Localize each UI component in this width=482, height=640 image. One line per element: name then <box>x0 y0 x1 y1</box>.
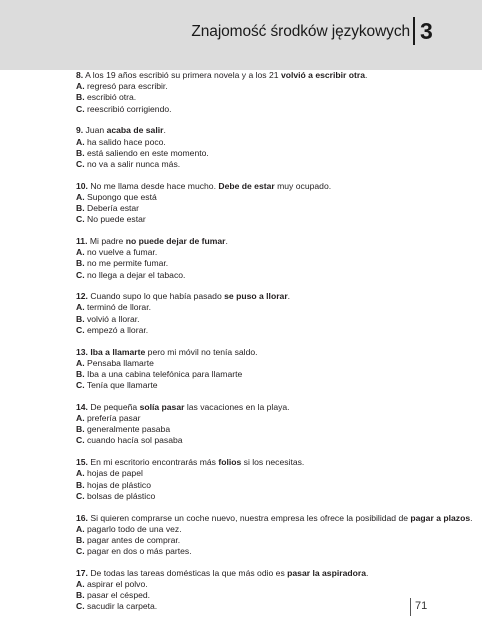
question-text-end: . <box>163 125 166 136</box>
question-item <box>76 181 456 226</box>
highlighted-phrase: acaba de salir <box>106 125 164 136</box>
option-letter: C. <box>76 269 85 280</box>
answer-option <box>76 148 456 159</box>
option-text: aspirar el polvo. <box>84 579 148 590</box>
question-item <box>76 568 456 613</box>
answer-option <box>76 302 456 313</box>
option-text: no va a salir nunca más. <box>84 158 181 169</box>
option-letter: B. <box>76 479 85 490</box>
option-letter: B. <box>76 258 85 269</box>
question-text-end: . <box>470 512 473 523</box>
option-text: pagarlo todo de una vez. <box>84 523 182 534</box>
page-header <box>0 0 482 70</box>
question-number: 12. <box>76 291 88 302</box>
header-divider <box>413 17 415 45</box>
question-item <box>76 125 456 170</box>
question-number: 17. <box>76 567 88 578</box>
question-item <box>76 402 456 447</box>
footer-divider <box>410 598 411 616</box>
option-text: sacudir la carpeta. <box>84 601 158 612</box>
question-text: A los 19 años escribió su primera novela y a los 21 <box>83 70 281 80</box>
question-text-end: pero mi móvil no tenía saldo. <box>145 346 258 357</box>
option-text: ha salido hace poco. <box>84 136 166 147</box>
option-letter: C. <box>76 324 85 335</box>
highlighted-phrase: pasar la aspiradora <box>287 567 366 578</box>
question-stem <box>76 125 456 136</box>
answer-option <box>76 314 456 325</box>
question-stem <box>76 512 473 524</box>
answer-option <box>76 535 456 546</box>
option-letter: A. <box>76 413 85 424</box>
question-number: 9. <box>76 125 84 136</box>
answer-option <box>76 203 456 214</box>
option-letter: B. <box>76 203 85 214</box>
answer-option <box>76 435 456 446</box>
answer-option <box>76 413 456 424</box>
option-letter: A. <box>76 247 85 258</box>
option-text: no me permite fumar. <box>84 258 169 269</box>
option-letter: C. <box>76 380 85 391</box>
option-text: prefería pasar <box>84 413 141 424</box>
question-stem <box>76 568 456 579</box>
option-text: escribió otra. <box>84 92 137 103</box>
option-letter: B. <box>76 590 85 601</box>
answer-option <box>76 92 456 103</box>
highlighted-phrase: se puso a llorar <box>224 291 288 302</box>
question-text: En mi escritorio encontrarás más <box>87 457 219 468</box>
answer-option <box>76 424 456 435</box>
option-letter: C. <box>76 601 85 612</box>
option-text: está saliendo en este momento. <box>84 147 209 158</box>
question-stem <box>76 291 456 302</box>
highlighted-phrase: Debe de estar <box>218 180 275 191</box>
answer-option <box>76 358 456 369</box>
question-stem <box>76 181 456 192</box>
question-item <box>76 512 473 558</box>
option-letter: A. <box>76 468 85 479</box>
question-text: Si quieren comprarse un coche nuevo, nuestra empresa les ofrece la posibilidad de <box>87 512 411 523</box>
question-number: 14. <box>76 401 88 412</box>
option-text: generalmente pasaba <box>84 424 171 435</box>
answer-option <box>76 480 456 491</box>
answer-option <box>76 546 456 557</box>
question-text-end: . <box>225 235 228 246</box>
answer-option <box>76 258 456 269</box>
page-number: 71 <box>415 600 428 612</box>
option-letter: B. <box>76 147 85 158</box>
option-letter: B. <box>76 424 85 435</box>
option-letter: A. <box>76 191 85 202</box>
option-text: Pensaba llamarte <box>84 357 154 368</box>
option-text: bolsas de plástico <box>84 490 156 501</box>
answer-option <box>76 137 456 148</box>
question-text-end: las vacaciones en la playa. <box>184 401 290 412</box>
highlighted-phrase: folios <box>218 457 242 468</box>
answer-option <box>76 270 456 281</box>
option-letter: C. <box>76 490 85 501</box>
option-text: pagar en dos o más partes. <box>84 546 192 557</box>
option-letter: A. <box>76 136 85 147</box>
option-text: cuando hacía sol pasaba <box>84 435 183 446</box>
option-letter: C. <box>76 214 85 225</box>
answer-option <box>76 468 456 479</box>
question-text: Mi padre <box>87 235 126 246</box>
option-letter: B. <box>76 368 85 379</box>
question-stem <box>76 457 456 468</box>
question-item <box>76 236 456 281</box>
question-number: 13. <box>76 346 88 357</box>
option-text: terminó de llorar. <box>84 302 151 313</box>
option-text: reescribió corrigiendo. <box>84 103 172 114</box>
question-number: 10. <box>76 180 88 191</box>
section-title: Znajomość środków językowych <box>191 23 410 40</box>
option-letter: A. <box>76 302 85 313</box>
option-letter: C. <box>76 546 85 557</box>
question-list <box>76 70 473 623</box>
highlighted-phrase: solía pasar <box>139 401 185 412</box>
answer-option <box>76 159 456 170</box>
highlighted-phrase: no puede dejar de fumar <box>125 235 226 246</box>
question-text: Cuando supo lo que había pasado <box>87 291 225 302</box>
answer-option <box>76 491 456 502</box>
option-text: no vuelve a fumar. <box>84 247 158 258</box>
question-stem <box>76 347 456 358</box>
option-text: empezó a llorar. <box>84 324 149 335</box>
question-text: No me llama desde hace mucho. <box>87 180 219 191</box>
option-text: regresó para escribir. <box>84 81 168 92</box>
question-text-end: . <box>287 291 291 302</box>
chapter-number: 3 <box>420 18 433 44</box>
question-item <box>76 347 456 392</box>
option-letter: B. <box>76 534 85 545</box>
question-text: Juan <box>83 125 107 136</box>
option-text: Iba a una cabina telefónica para llamarte <box>84 368 243 379</box>
option-text: pasar el césped. <box>84 590 151 601</box>
option-text: Tenía que llamarte <box>84 380 158 391</box>
option-text: hojas de plástico <box>84 479 151 490</box>
question-item <box>76 70 456 115</box>
question-number: 11. <box>76 235 88 246</box>
question-item <box>76 457 456 502</box>
option-text: No puede estar <box>84 214 146 225</box>
option-text: no llega a dejar el tabaco. <box>84 269 186 280</box>
option-text: pagar antes de comprar. <box>84 534 181 545</box>
option-letter: A. <box>76 579 85 590</box>
option-letter: C. <box>76 435 85 446</box>
answer-option <box>76 579 456 590</box>
option-letter: B. <box>76 92 85 103</box>
option-letter: A. <box>76 523 85 534</box>
answer-option <box>76 214 456 225</box>
question-text-end: . <box>365 567 369 578</box>
answer-option <box>76 247 456 258</box>
answer-option <box>76 380 456 391</box>
question-item <box>76 291 456 336</box>
highlighted-phrase: pagar a plazos <box>410 512 471 523</box>
answer-option <box>76 524 456 535</box>
option-text: volvió a llorar. <box>84 313 140 324</box>
question-text-end: muy ocupado. <box>274 180 332 191</box>
highlighted-phrase: volvió a escribir otra <box>280 70 365 80</box>
answer-option <box>76 325 456 336</box>
option-letter: A. <box>76 357 85 368</box>
answer-option <box>76 590 456 601</box>
answer-option <box>76 81 456 92</box>
question-number: 8. <box>76 70 84 80</box>
answer-option <box>76 369 456 380</box>
answer-option <box>76 192 456 203</box>
question-stem <box>76 236 456 247</box>
question-text-end: . <box>365 70 368 80</box>
question-stem <box>76 402 456 413</box>
answer-option <box>76 601 456 612</box>
highlighted-phrase: Iba a llamarte <box>90 346 146 357</box>
option-text: Supongo que está <box>84 191 157 202</box>
answer-option <box>76 104 456 115</box>
question-text-end: si los necesitas. <box>241 457 305 468</box>
question-number: 16. <box>76 512 88 523</box>
option-letter: B. <box>76 313 85 324</box>
question-stem <box>76 70 456 81</box>
option-text: Debería estar <box>84 203 140 214</box>
option-letter: A. <box>76 81 85 92</box>
option-letter: C. <box>76 158 85 169</box>
question-text: De pequeña <box>87 401 140 412</box>
question-text: De todas las tareas domésticas la que más odio es <box>87 567 288 578</box>
question-number: 15. <box>76 457 88 468</box>
option-letter: C. <box>76 103 85 114</box>
option-text: hojas de papel <box>84 468 143 479</box>
